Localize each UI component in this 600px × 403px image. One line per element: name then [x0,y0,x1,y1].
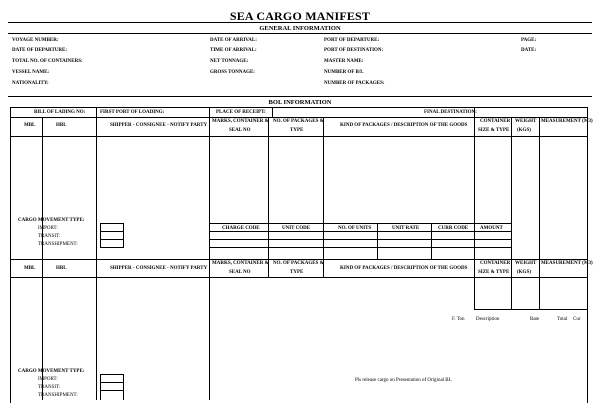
weight-header: WEIGHT [515,119,537,124]
number-of-bl-label: NUMBER OF B/L [324,70,364,75]
marks-header-b2-2: SEAL NO [229,270,251,275]
packages-header: NO. OF PACKAGES & [273,119,324,124]
date-of-arrival-label: DATE OF ARRIVAL: [210,38,257,43]
container-header: CONTAINER [480,119,511,124]
gross-tonnage-label: GROSS TONNAGE: [210,70,255,75]
port-of-destination-label: PORT OF DESTINATION: [324,48,384,53]
voyage-number-label: VOYAGE NUMBER: [12,38,59,43]
weight-header-b2-2: (KGS) [517,270,531,275]
unit-code-header: UNIT CODE [282,226,311,231]
bol-top-divider [8,96,592,97]
manifest-title: SEA CARGO MANIFEST [229,9,371,23]
packages-header-2: TYPE [290,128,304,133]
f-ton-label: F. Ton [452,317,465,322]
weight-header-b2: WEIGHT [515,261,537,266]
marks-header-b2: MARKS, CONTAINER & [212,261,269,266]
weight-header-2: (KGS) [517,128,531,133]
container-header-b2: CONTAINER [480,261,511,266]
container-header-b2-2: SIZE & TYPE [478,270,510,275]
container-header-2: SIZE & TYPE [478,128,510,133]
marks-header: MARKS, CONTAINER & [212,119,269,124]
amount-header: AMOUNT [480,226,503,231]
no-of-units-header: NO. OF UNITS [338,226,372,231]
nationality-label: NATIONALITY: [12,81,49,86]
cargo-movement-type-label-2: CARGO MOVEMENT TYPE: [18,369,85,374]
general-divider [8,33,592,34]
final-destination-label: FINAL DESTINATION: [424,110,477,115]
measurement-header: MEASUREMENT (M3) [541,119,593,124]
master-name-label: MASTER NAME: [324,59,364,64]
unit-rate-header: UNIT RATE [392,226,420,231]
measurement-header-2: MEASUREMENT (M3) [541,261,593,266]
cur-label: Cur [573,317,581,322]
net-tonnage-label: NET TONNAGE: [210,59,249,64]
first-port-of-loading-label: FIRST PORT OF LOADING: [100,110,165,115]
page-label: PAGE: [521,38,537,43]
date-label: DATE: [521,48,537,53]
vessel-name-label: VESSEL NAME: [12,70,50,75]
charge-code-header: CHARGE CODE [222,226,260,231]
general-information-heading: GENERAL INFORMATION [259,25,341,32]
shipper-header-2: SHIPPER - CONSIGNEE - NOTIFY PARTY [110,266,208,271]
marks-header-2: SEAL NO [229,128,251,133]
shipper-header: SHIPPER - CONSIGNEE - NOTIFY PARTY [110,123,208,128]
place-of-receipt-label: PLACE OF RECEIPT: [216,110,266,115]
kind-of-packages-header-2: KIND OF PACKAGES / DESCRIPTION OF THE GOODS [340,266,468,271]
packages-header-b2-2: TYPE [290,270,304,275]
packages-header-b2: NO. OF PACKAGES & [273,261,324,266]
transhipment-label: TRANSHIPMENT: [38,242,78,247]
import-label: IMPORT: [38,226,58,231]
release-note: Pls release cargo on Presentation of Original BL [355,378,452,383]
port-of-departure-label: PORT OF DEPARTURE: [324,38,380,43]
date-of-departure-label: DATE OF DEPARTURE: [12,48,68,53]
hbl-header: HBL [56,123,67,128]
mbl-header: MBL [24,123,36,128]
curr-code-header: CURR CODE [438,226,469,231]
transhipment-label-2: TRANSHIPMENT: [38,393,78,398]
transit-label: TRANSIT: [38,234,61,239]
import-label-2: IMPORT: [38,377,58,382]
total-containers-label: TOTAL NO. OF CONTAINERS: [12,59,83,64]
hbl-header-2: HBL [56,266,67,271]
time-of-arrival-label: TIME OF ARRIVAL: [210,48,257,53]
title-divider [8,22,592,23]
transhipment-checkbox[interactable] [100,239,124,248]
number-of-packages-label: NUMBER OF PACKAGES: [324,81,385,86]
cargo-movement-type-label: CARGO MOVEMENT TYPE: [18,218,85,223]
transit-label-2: TRANSIT: [38,385,61,390]
bol-information-heading: BOL INFORMATION [268,99,332,106]
kind-of-packages-header: KIND OF PACKAGES / DESCRIPTION OF THE GOODS [340,123,468,128]
total-label: Total [557,317,568,322]
description-label: Description [476,317,500,322]
rate-label: Rate [530,317,540,322]
mbl-header-2: MBL [24,266,36,271]
bill-of-lading-no-label: BILL OF LADING NO: [34,110,86,115]
transhipment-checkbox-2[interactable] [100,390,124,400]
